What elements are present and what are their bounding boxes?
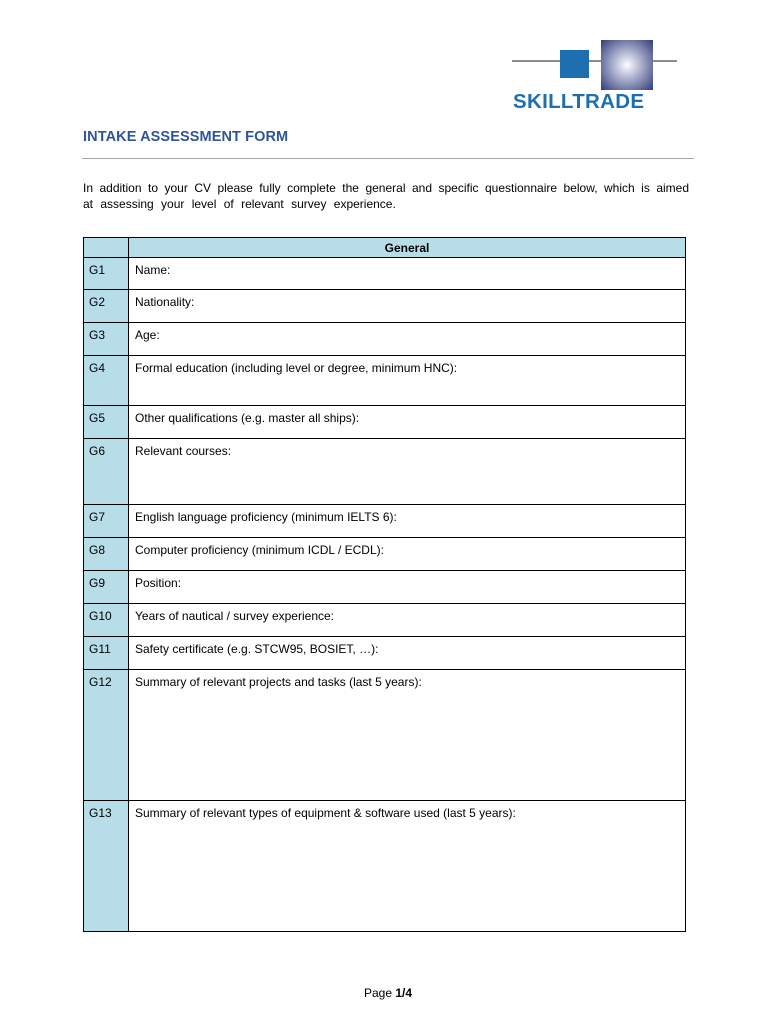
answer-field-computer-proficiency[interactable] [129, 538, 686, 571]
row-id: G1 [84, 258, 129, 290]
answer-field-formal-education[interactable] [129, 356, 686, 406]
skilltrade-logo [512, 38, 682, 118]
question-label: Safety certificate (e.g. STCW95, BOSIET, …): [135, 642, 379, 656]
logo-line-left [512, 60, 560, 62]
row-id: G6 [84, 439, 129, 505]
page-number: 1/4 [395, 986, 413, 1000]
logo-line-right [653, 60, 677, 62]
intro-paragraph [83, 180, 689, 212]
answer-field-equipment-summary[interactable] [129, 801, 686, 932]
form-title: INTAKE ASSESSMENT FORM [83, 129, 289, 145]
answer-field-projects-summary[interactable] [129, 670, 686, 801]
row-id: G3 [84, 323, 129, 356]
question-label: Name: [135, 263, 171, 277]
answer-field-other-qualifications[interactable] [129, 406, 686, 439]
answer-field-nationality[interactable] [129, 290, 686, 323]
answer-field-position[interactable] [129, 571, 686, 604]
question-label: Relevant courses: [135, 444, 232, 458]
logo-small-square [560, 50, 589, 78]
answer-field-age[interactable] [129, 323, 686, 356]
general-questionnaire-table [83, 237, 686, 932]
page-footer [0, 986, 768, 1000]
question-label: Formal education (including level or degree, minimum HNC): [135, 361, 458, 375]
logo-line-middle [589, 60, 601, 62]
question-label: Position: [135, 576, 182, 590]
question-label: Nationality: [135, 295, 195, 309]
logo-brand-text: SKILLTRADE [513, 90, 645, 113]
row-id: G5 [84, 406, 129, 439]
question-label: Summary of relevant projects and tasks (last 5 years): [135, 675, 422, 689]
question-label: Summary of relevant types of equipment & software used (last 5 years): [135, 806, 516, 820]
answer-field-name[interactable] [129, 258, 686, 290]
answer-field-english-proficiency[interactable] [129, 505, 686, 538]
question-label: Computer proficiency (minimum ICDL / ECDL): [135, 543, 384, 557]
row-id: G2 [84, 290, 129, 323]
row-id: G9 [84, 571, 129, 604]
answer-field-safety-certificate[interactable] [129, 637, 686, 670]
logo-large-square [601, 40, 653, 90]
header-id-cell [84, 238, 129, 258]
question-label: Years of nautical / survey experience: [135, 609, 335, 623]
row-id: G4 [84, 356, 129, 406]
row-id: G12 [84, 670, 129, 801]
question-label: Other qualifications (e.g. master all ships): [135, 411, 360, 425]
row-id: G10 [84, 604, 129, 637]
intro-line-2: at assessing your level of relevant survey experience. [83, 197, 396, 211]
row-id: G7 [84, 505, 129, 538]
row-id: G11 [84, 637, 129, 670]
row-id: G13 [84, 801, 129, 932]
answer-field-relevant-courses[interactable] [129, 439, 686, 505]
title-divider [82, 158, 694, 159]
page-label: Page [363, 986, 392, 1000]
table-header-general: General [129, 238, 686, 258]
question-label: Age: [135, 328, 160, 342]
intro-line-1: In addition to your CV please fully complete the general and specific questionnaire below, which is aimed [83, 181, 689, 195]
answer-field-experience-years[interactable] [129, 604, 686, 637]
question-label: English language proficiency (minimum IELTS 6): [135, 510, 397, 524]
row-id: G8 [84, 538, 129, 571]
